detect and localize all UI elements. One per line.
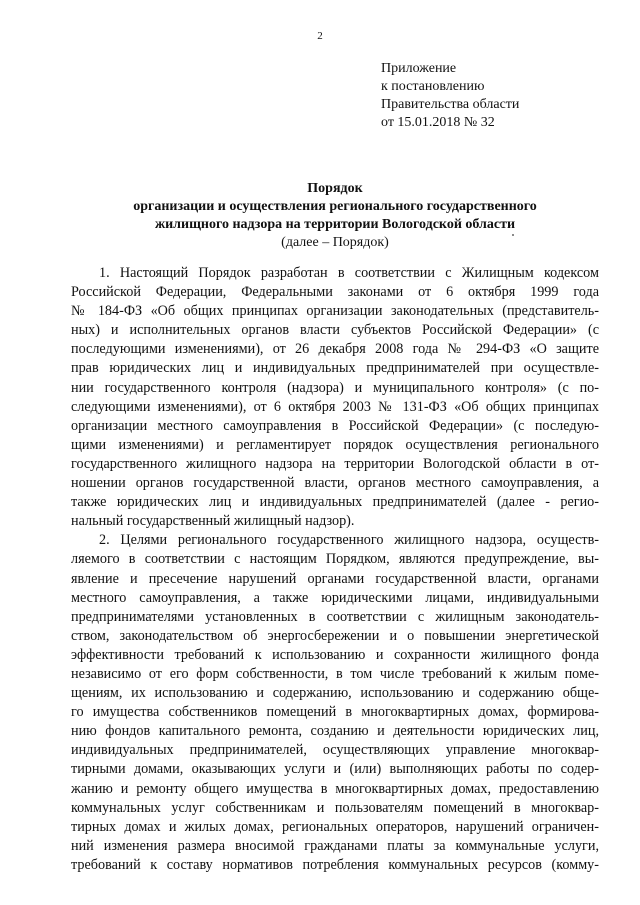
appendix-line: Приложение xyxy=(381,61,457,76)
text-line: предпринимателями установленных в соответствии с жилищным законодатель- xyxy=(71,608,599,625)
text-line: организации местного самоуправления в Российской Федерации» (с последую- xyxy=(71,417,599,434)
document-body xyxy=(71,264,599,875)
page-number: 2 xyxy=(317,30,323,42)
document-title xyxy=(0,180,640,252)
text-line: также юридических лиц и индивидуальных предпринимателей (далее - регио- xyxy=(71,494,599,511)
text-line: го имущества собственников помещений в многоквартирных домах, формирова- xyxy=(71,704,599,721)
text-line: коммунальных услуг собственникам и пользователям помещений в многоквар- xyxy=(71,799,599,816)
text-line: Российской Федерации, Федеральными законами от 6 октября 1999 года xyxy=(71,284,599,301)
title-subheading: организации и осуществления регионального государственного xyxy=(133,199,537,214)
title-subheading: жилищного надзора на территории Вологодской области xyxy=(154,217,516,232)
text-line: индивидуальных предпринимателей, осуществляющих управление многоквар- xyxy=(71,742,599,759)
text-line: тирных домах и жилых домах, региональных операторов, нарушений ограничен- xyxy=(71,818,599,835)
appendix-line: Правительства области xyxy=(381,97,520,112)
paragraph-1 xyxy=(71,264,599,531)
text-line: ний изменения размера вносимой гражданами платы за коммунальные услуги, xyxy=(71,837,599,854)
text-line: эффективности требований к использованию и сохранности жилищного фонда xyxy=(71,646,599,663)
text-line: нальный государственный жилищный надзор). xyxy=(71,513,355,530)
text-line: государственного жилищного надзора на территории Вологодской области в от- xyxy=(71,455,599,472)
text-line: тирными домами, оказывающих услуги и (или) выполняющих работы по содер- xyxy=(71,761,599,778)
text-line: 2. Целями регионального государственного жилищного надзора, осуществ- xyxy=(99,532,599,549)
text-line: требований к составу нормативов потребления коммунальных ресурсов (комму- xyxy=(71,856,599,873)
text-line: прав юридических лиц и индивидуальных предпринимателей при осуществле- xyxy=(71,360,599,377)
text-line: ношении органов государственной власти, органов местного самоуправления, а xyxy=(71,475,599,492)
text-line: нию фондов капитального ремонта, созданию и деятельности юридических лиц, xyxy=(71,723,599,740)
appendix-header xyxy=(381,60,519,132)
paragraph-2 xyxy=(71,531,599,875)
text-line: последующими изменениями), от 26 декабря 2008 года № 294-ФЗ «О защите xyxy=(71,341,599,358)
appendix-line: к постановлению xyxy=(381,79,485,94)
text-line: явление и пресечение нарушений органами государственной власти, органами xyxy=(71,570,599,587)
title-abbreviation: (далее – Порядок) xyxy=(281,235,389,250)
appendix-date-line: от 15.01.2018 № 32 xyxy=(381,115,495,130)
text-line: ством, законодательством об энергосбережении и о повышении энергетической xyxy=(71,627,599,644)
text-line: 1. Настоящий Порядок разработан в соответствии с Жилищным кодексом xyxy=(99,265,599,281)
text-line: щими изменениями) и регламентирует порядок осуществления регионального xyxy=(71,436,599,453)
text-line: ных) и исполнительных органов власти субъектов Российской Федерации» (с xyxy=(71,322,599,339)
text-line: жанию и ремонту общего имущества в многоквартирных домах, предоставлению xyxy=(71,780,599,797)
text-line: щениям, их использованию и содержанию, использованию и содержанию обще- xyxy=(71,685,599,702)
text-line: нии государственного контроля (надзора) и муниципального контроля» (с по- xyxy=(71,379,599,396)
text-line: следующими изменениями), от 6 октября 2003 № 131-ФЗ «Об общих принципах xyxy=(71,398,599,415)
text-line: № 184-ФЗ «Об общих принципах организации законодательных (представитель- xyxy=(71,303,599,320)
title-heading: Порядок xyxy=(307,181,363,196)
text-line: ляемого в соответствии с настоящим Порядком, являются предупреждение, вы- xyxy=(71,551,599,568)
scan-mark xyxy=(512,234,514,236)
text-line: независимо от его форм собственности, в том числе требований к жилым поме- xyxy=(71,665,599,682)
text-line: местного самоуправления, а также юридическими лицами, индивидуальными xyxy=(71,589,599,606)
